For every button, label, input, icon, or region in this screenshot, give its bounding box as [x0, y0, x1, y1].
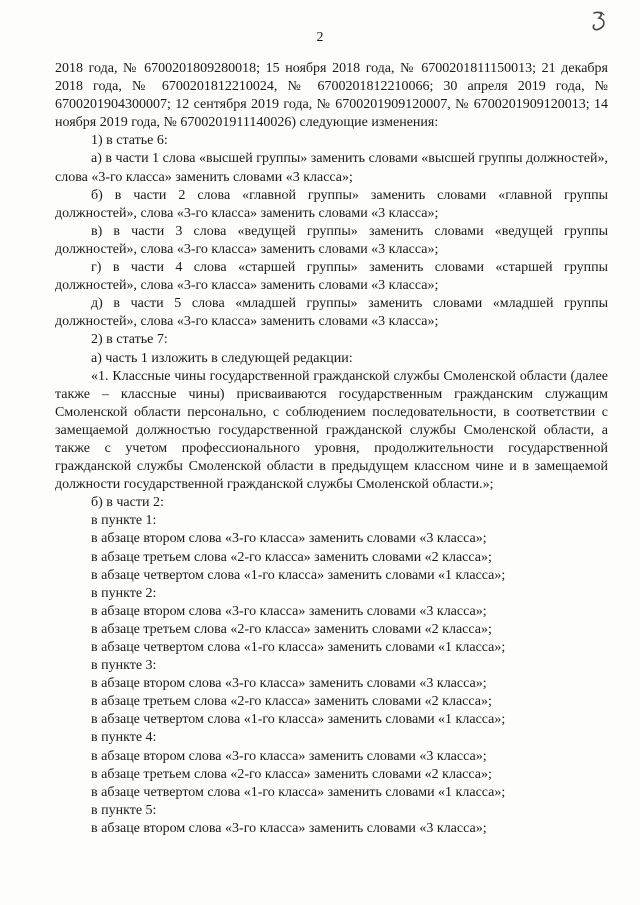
paragraph: в абзаце втором слова «3-го класса» заменить словами «3 класса»;: [91, 820, 487, 836]
paragraph: в абзаце втором слова «3-го класса» заменить словами «3 класса»;: [91, 748, 487, 764]
paragraph: в абзаце четвертом слова «1-го класса» заменить словами «1 класса»;: [91, 712, 506, 728]
paragraph: в пункте 4:: [91, 730, 157, 746]
handwritten-mark-icon: [588, 10, 610, 34]
paragraph: г) в части 4 слова «старшей группы» заменить словами «старшей группы должностей», слова «3-го класса» заменить словами «3 класса»;: [55, 260, 608, 294]
paragraph: в абзаце втором слова «3-го класса» заменить словами «3 класса»;: [91, 603, 487, 619]
paragraph: б) в части 2:: [91, 495, 164, 511]
paragraph: в абзаце третьем слова «2-го класса» заменить словами «2 класса»;: [91, 766, 492, 782]
paragraph: в пункте 2:: [91, 585, 157, 601]
paragraph: в пункте 1:: [91, 513, 157, 529]
paragraph: в абзаце третьем слова «2-го класса» заменить словами «2 класса»;: [91, 694, 492, 710]
page-number: 2: [316, 30, 324, 45]
paragraph: в абзаце третьем слова «2-го класса» заменить словами «2 класса»;: [91, 621, 492, 637]
document-body: [55, 60, 608, 838]
paragraph: в абзаце третьем слова «2-го класса» заменить словами «2 класса»;: [91, 549, 492, 565]
paragraph: 2018 года, № 6700201809280018; 15 ноября 2018 года, № 6700201811150013; 21 декабря 2018 года, № 6700201812210024, № 6700201812210066; 30 апреля 2019 года, № 6700201904300007; 12 сентября 2019 года, № 6700201909120007, № 6700201909120013; 14 ноября 2019 года, № 6700201911140026) следующие изменения:: [55, 61, 608, 131]
paragraph: в абзаце четвертом слова «1-го класса» заменить словами «1 класса»;: [91, 640, 506, 655]
paragraph: в) в части 3 слова «ведущей группы» заменить словами «ведущей группы должностей», слова «3-го класса» заменить словами «3 класса»;: [55, 223, 608, 257]
paragraph: д) в части 5 слова «младшей группы» заменить словами «младшей группы должностей», слова «3-го класса» заменить словами «3 класса»;: [55, 296, 608, 330]
paragraph: 1) в статье 6:: [91, 133, 168, 149]
paragraph: в пункте 5:: [91, 802, 157, 818]
paragraph: а) в части 1 слова «высшей группы» заменить словами «высшей группы должностей», слова «3-го класса» заменить словами «3 класса»;: [55, 151, 608, 185]
paragraph: в абзаце втором слова «3-го класса» заменить словами «3 класса»;: [91, 676, 487, 692]
paragraph: в абзаце втором слова «3-го класса» заменить словами «3 класса»;: [91, 531, 487, 547]
paragraph: в абзаце четвертом слова «1-го класса» заменить словами «1 класса»;: [91, 567, 506, 583]
paragraph: б) в части 2 слова «главной группы» заменить словами «главной группы должностей», слова «3-го класса» заменить словами «3 класса»;: [55, 187, 608, 221]
paragraph: а) часть 1 изложить в следующей редакции:: [91, 350, 353, 366]
paragraph: в пункте 3:: [91, 658, 157, 674]
paragraph: «1. Классные чины государственной гражданской службы Смоленской области (далее также – классные чины) присваиваются государственным гражданским служащим Смоленской области персонально, с соблюдением последовательности, в соответствии с замещаемой должностью государственной гражданской службы Смоленской области, а также с учетом профессионального уровня, продолжительности государственной гражданской службы Смоленской области в предыдущем классном чине и в замещаемой должности государственной гражданской службы Смоленской области.»;: [55, 368, 608, 493]
paragraph: в абзаце четвертом слова «1-го класса» заменить словами «1 класса»;: [91, 784, 506, 800]
paragraph: 2) в статье 7:: [91, 332, 168, 348]
